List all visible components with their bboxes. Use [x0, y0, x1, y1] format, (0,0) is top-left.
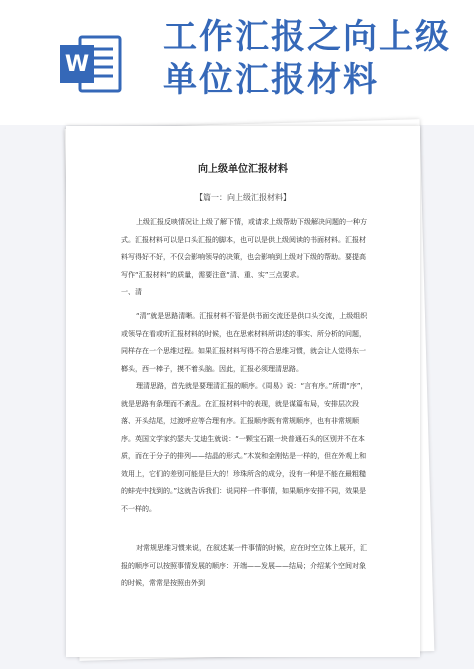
document-subtitle: 【篇一：向上级汇报材料】: [195, 193, 291, 202]
banner-title-line1: 工作汇报之向上级: [163, 17, 451, 57]
word-logo-letter: W: [64, 52, 90, 77]
word-document-icon: [58, 31, 124, 97]
paragraph-convention: 对常规思维习惯来说，在叙述某一件事情的时候，应在时空立体上展开，汇报的顺序可以按照事情发展的顺序：开端——发展——结局；介绍某个空间对象的时候，常常是按照由外到: [121, 544, 367, 587]
document-page: [66, 126, 420, 657]
paragraph-clarity: “清”就是思路清晰。汇报材料不管是供书面交流还是供口头交流，上级组织或领导在看或听汇报材料的时候，也在思索材料所讲述的事实、所分析的问题，同样存在一个思维过程。如果汇报材料写得不符合思维习惯，就会让人觉得东一榔头，西一棒子，摸不着头脑。因此，汇报必须理清思路。: [121, 312, 368, 373]
header-banner: [0, 0, 474, 125]
paragraph-intro: 上级汇报反映情况让上级了解下情，或请求上级帮助下级解决问题的一种方式。汇报材料可以是口头汇报的脚本，也可以是供上级阅读的书面材料。汇报材料写得好不好，不仅会影响领导的决策，也会影响到上级对下级的帮助。要提高写作“汇报材料”的质量，需要注意“清、重、实”三点要求。: [121, 218, 367, 279]
section-heading: 一、清: [121, 288, 142, 296]
banner-title-line2: 单位汇报材料: [163, 60, 379, 100]
paragraph-order: 理清思路，首先就是要理清汇报的顺序。《周易》说：“言有序。”所谓“序”，就是思路有条理而不紊乱。在汇报材料中的表现，就是谋篇布局，安排层次段落、开头结尾，过渡呼应等合理有序。汇报顺序既有常规顺序，也有非常规顺序。英国文学家约瑟夫·艾迪生就说：“一颗宝石跟一块普通石头的区别并不在本质，而在于分子的排列——结晶的形式。”木炭和金刚钻是一样的，但在外观上和效用上，它们的差别可能是巨大的！珍珠所含的成分，没有一种是不能在最粗糙的蚌壳中找到的。”这就告诉我们：说同样一件事情，如果顺序安排不同，效果是不一样的。: [121, 382, 368, 513]
document-title: 向上级单位汇报材料: [198, 164, 288, 175]
